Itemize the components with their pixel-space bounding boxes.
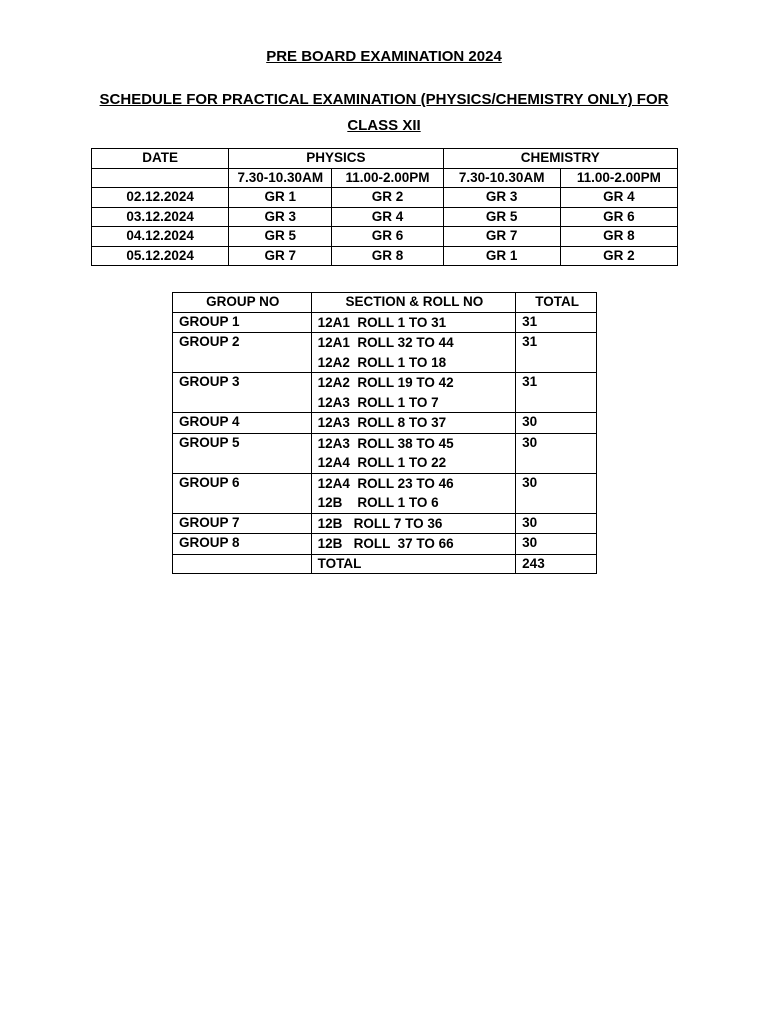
schedule-date: 03.12.2024 bbox=[92, 207, 229, 227]
schedule-table bbox=[91, 148, 678, 266]
group-sections bbox=[311, 433, 516, 473]
section-roll: 12A1 ROLL 32 TO 44 bbox=[317, 335, 454, 350]
group-name: GROUP 2 bbox=[173, 333, 312, 373]
group-sections bbox=[311, 373, 516, 413]
group-name: GROUP 8 bbox=[173, 534, 312, 555]
schedule-cell: GR 8 bbox=[560, 227, 677, 247]
schedule-cell: GR 1 bbox=[443, 246, 560, 266]
table-row bbox=[173, 413, 597, 434]
table-row bbox=[173, 534, 597, 555]
footer-label: TOTAL bbox=[311, 554, 516, 574]
group-name: GROUP 7 bbox=[173, 513, 312, 534]
schedule-cell: GR 6 bbox=[332, 227, 443, 247]
schedule-slot: 7.30-10.30AM bbox=[229, 168, 332, 188]
schedule-date: 02.12.2024 bbox=[92, 188, 229, 208]
section-roll: 12A1 ROLL 1 TO 31 bbox=[317, 314, 447, 330]
group-total: 30 bbox=[516, 433, 597, 473]
group-sections bbox=[311, 333, 516, 373]
group-sections bbox=[311, 534, 516, 555]
section-roll: 12A3 ROLL 38 TO 45 bbox=[317, 435, 454, 451]
schedule-slot: 11.00-2.00PM bbox=[332, 168, 443, 188]
schedule-cell: GR 4 bbox=[560, 188, 677, 208]
group-sections bbox=[311, 312, 516, 333]
document-subtitle: SCHEDULE FOR PRACTICAL EXAMINATION (PHYSICS/CHEMISTRY ONLY) FOR CLASS XII bbox=[99, 91, 669, 134]
table-row bbox=[92, 207, 678, 227]
schedule-date: 04.12.2024 bbox=[92, 227, 229, 247]
section-roll: 12A3 ROLL 1 TO 7 bbox=[317, 394, 439, 410]
schedule-cell: GR 3 bbox=[443, 188, 560, 208]
group-total: 30 bbox=[516, 513, 597, 534]
schedule-cell: GR 1 bbox=[229, 188, 332, 208]
section-roll: 12A2 ROLL 19 TO 42 bbox=[317, 375, 454, 390]
group-name: GROUP 4 bbox=[173, 413, 312, 434]
group-total: 31 bbox=[516, 333, 597, 373]
table-row bbox=[92, 227, 678, 247]
table-row bbox=[173, 312, 597, 333]
group-total: 31 bbox=[516, 373, 597, 413]
groups-footer-row bbox=[173, 554, 597, 574]
footer-empty bbox=[173, 554, 312, 574]
schedule-cell: GR 3 bbox=[229, 207, 332, 227]
groups-header-group: GROUP NO bbox=[173, 293, 312, 313]
schedule-cell: GR 6 bbox=[560, 207, 677, 227]
schedule-cell: GR 7 bbox=[229, 246, 332, 266]
section-roll: 12A3 ROLL 8 TO 37 bbox=[317, 415, 447, 430]
table-row bbox=[173, 373, 597, 413]
schedule-header-physics: PHYSICS bbox=[229, 149, 443, 169]
schedule-slot-empty bbox=[92, 168, 229, 188]
table-row bbox=[173, 473, 597, 513]
schedule-cell: GR 5 bbox=[443, 207, 560, 227]
section-roll: 12B ROLL 1 TO 6 bbox=[317, 495, 439, 510]
schedule-date: 05.12.2024 bbox=[92, 246, 229, 266]
group-name: GROUP 5 bbox=[173, 433, 312, 473]
schedule-cell: GR 4 bbox=[332, 207, 443, 227]
table-row bbox=[92, 246, 678, 266]
group-total: 30 bbox=[516, 534, 597, 555]
schedule-cell: GR 2 bbox=[332, 188, 443, 208]
schedule-cell: GR 8 bbox=[332, 246, 443, 266]
table-row bbox=[173, 433, 597, 473]
groups-table bbox=[172, 292, 597, 574]
section-roll: 12B ROLL 37 TO 66 bbox=[317, 536, 454, 551]
group-total: 31 bbox=[516, 312, 597, 333]
table-row bbox=[92, 188, 678, 208]
section-roll: 12A4 ROLL 23 TO 46 bbox=[317, 475, 454, 491]
group-total: 30 bbox=[516, 413, 597, 434]
group-sections bbox=[311, 473, 516, 513]
document-title: PRE BOARD EXAMINATION 2024 bbox=[266, 48, 502, 65]
schedule-header-chemistry: CHEMISTRY bbox=[443, 149, 677, 169]
groups-header-row bbox=[173, 293, 597, 313]
groups-header-total: TOTAL bbox=[516, 293, 597, 313]
groups-header-section: SECTION & ROLL NO bbox=[311, 293, 516, 313]
group-name: GROUP 3 bbox=[173, 373, 312, 413]
schedule-slot: 11.00-2.00PM bbox=[560, 168, 677, 188]
table-row bbox=[173, 333, 597, 373]
grand-total: 243 bbox=[516, 554, 597, 574]
group-sections bbox=[311, 413, 516, 434]
section-roll: 12A2 ROLL 1 TO 18 bbox=[317, 354, 447, 370]
group-name: GROUP 1 bbox=[173, 312, 312, 333]
schedule-slot: 7.30-10.30AM bbox=[443, 168, 560, 188]
schedule-cell: GR 5 bbox=[229, 227, 332, 247]
schedule-slot-row bbox=[92, 168, 678, 188]
section-roll: 12A4 ROLL 1 TO 22 bbox=[317, 455, 447, 470]
schedule-header-date: DATE bbox=[92, 149, 229, 169]
schedule-cell: GR 7 bbox=[443, 227, 560, 247]
group-total: 30 bbox=[516, 473, 597, 513]
section-roll: 12B ROLL 7 TO 36 bbox=[317, 515, 443, 531]
table-row bbox=[173, 513, 597, 534]
schedule-header-row bbox=[92, 149, 678, 169]
schedule-cell: GR 2 bbox=[560, 246, 677, 266]
group-name: GROUP 6 bbox=[173, 473, 312, 513]
group-sections bbox=[311, 513, 516, 534]
